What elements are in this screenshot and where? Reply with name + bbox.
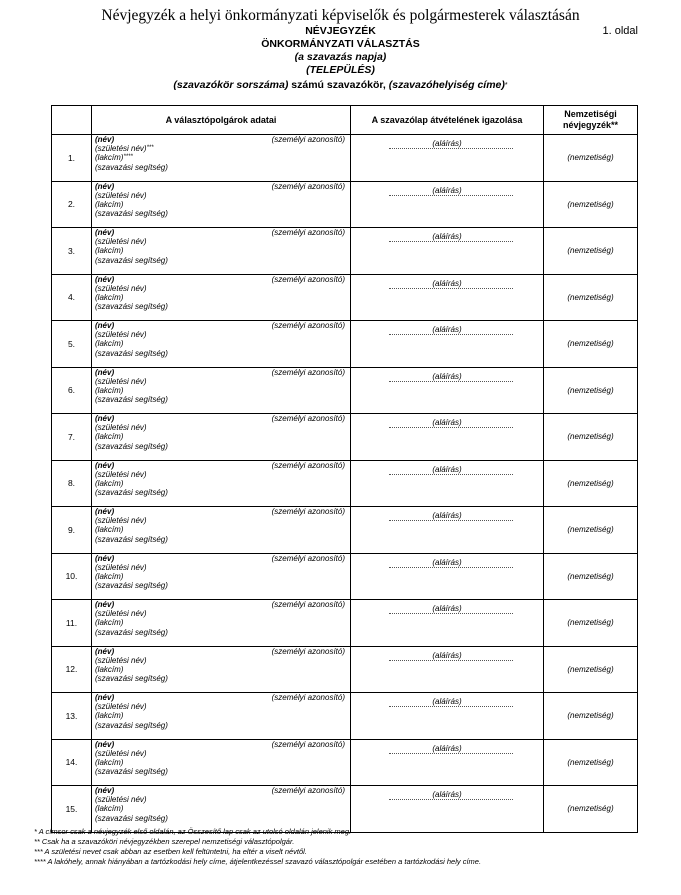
heading-nevjegyzek: NÉVJEGYZÉK: [305, 25, 376, 37]
voter-data-cell: [92, 321, 351, 368]
voter-birth-name-label: (születési név): [95, 237, 147, 247]
nationality-cell: (nemzetiség): [544, 181, 638, 228]
header-voter-data: A választópolgárok adatai: [92, 106, 351, 135]
ballot-receipt-cell: [351, 693, 544, 740]
signature-line: [389, 520, 513, 521]
footnote-1: * A címsor csak a névjegyzék első oldalán, az Összesítő lap csak az utolsó oldalán jelenik meg.: [34, 827, 352, 836]
ballot-receipt-cell: [351, 646, 544, 693]
ballot-receipt-cell: [351, 553, 544, 600]
voter-data-cell: [92, 135, 351, 182]
signature-line: [389, 706, 513, 707]
ballot-receipt-cell: [351, 600, 544, 647]
signature-line: [389, 567, 513, 568]
voter-assistance: (szavazási segítség): [95, 209, 168, 219]
voter-assistance: (szavazási segítség): [95, 581, 168, 591]
row-number: 8.: [52, 460, 92, 507]
voter-assistance: (szavazási segítség): [95, 488, 168, 498]
voter-data-cell: [92, 460, 351, 507]
signature-label: (aláírás): [432, 464, 462, 474]
signature-line: [389, 334, 513, 335]
nationality-cell: (nemzetiség): [544, 274, 638, 321]
voter-birth-name-label: (születési név): [95, 702, 147, 712]
voter-assistance: (szavazási segítség): [95, 162, 168, 172]
district-text: számú szavazókör,: [288, 79, 389, 91]
voter-address: [95, 339, 350, 348]
document-title: Névjegyzék a helyi önkormányzati képviselők és polgármesterek választásán: [101, 7, 580, 24]
voter-register-table: [51, 105, 638, 833]
voter-birth-name: [95, 191, 350, 200]
voter-birth-name: [95, 609, 350, 618]
signature-line: [389, 241, 513, 242]
ballot-receipt-cell: [351, 367, 544, 414]
footnote-mark: ****: [123, 154, 133, 161]
district-number: (szavazókör sorszáma): [173, 79, 289, 91]
ballot-receipt-cell: [351, 135, 544, 182]
voter-birth-name: [95, 144, 350, 153]
nationality-cell: (nemzetiség): [544, 414, 638, 461]
ballot-receipt-cell: [351, 786, 544, 833]
header-footnote-mark: *: [504, 82, 508, 89]
table-row: [52, 228, 638, 275]
table-row: [52, 321, 638, 368]
table-row: [52, 135, 638, 182]
table-row: [52, 367, 638, 414]
voter-address: [95, 711, 350, 720]
signature-label: (aláírás): [432, 650, 462, 660]
voter-address-label: (lakcím): [95, 525, 124, 535]
voter-name: (név): [95, 693, 115, 702]
row-number: 3.: [52, 228, 92, 275]
signature-line: [389, 753, 513, 754]
voter-name: (név): [95, 181, 115, 191]
header-nationality-line2: névjegyzék**: [562, 120, 619, 130]
voter-address-label: (lakcím): [95, 385, 124, 395]
voter-address: [95, 293, 350, 302]
voter-data-cell: [92, 181, 351, 228]
table-row: [52, 507, 638, 554]
voter-address: [95, 758, 350, 767]
voter-name: (név): [95, 367, 115, 377]
voter-birth-name: [95, 795, 350, 804]
table-row: [52, 553, 638, 600]
signature-label: (aláírás): [432, 418, 462, 427]
voter-birth-name: [95, 470, 350, 479]
voter-birth-name-label: (születési név): [95, 655, 147, 665]
ballot-receipt-cell: [351, 414, 544, 461]
voter-personal-id: (személyi azonosító): [271, 228, 345, 237]
voter-birth-name-label: (születési név): [95, 562, 147, 572]
row-number: 7.: [52, 414, 92, 461]
row-number: 5.: [52, 321, 92, 368]
row-number: 9.: [52, 507, 92, 554]
voter-assistance: (szavazási segítség): [95, 255, 168, 265]
voter-name: (név): [95, 228, 115, 237]
signature-line: [389, 148, 513, 149]
footnote-4: **** A lakóhely, annak hiányában a tartózkodási hely címe, átjelentkezéssel szavazó választópolgár esetében a tartózkodási hely címe.: [34, 857, 482, 866]
voter-birth-name: [95, 423, 350, 432]
nationality-cell: (nemzetiség): [544, 600, 638, 647]
voter-personal-id: (személyi azonosító): [271, 135, 345, 144]
voter-address: [95, 804, 350, 813]
voter-assistance: (szavazási segítség): [95, 720, 168, 730]
voter-personal-id: (személyi azonosító): [271, 321, 345, 330]
signature-label: (aláírás): [432, 790, 462, 799]
ballot-receipt-cell: [351, 739, 544, 786]
heading-district-line: [0, 79, 681, 92]
voter-birth-name: [95, 284, 350, 293]
signature-label: (aláírás): [432, 185, 462, 195]
voter-data-cell: [92, 367, 351, 414]
voter-address: [95, 432, 350, 441]
voter-birth-name: [95, 330, 350, 339]
voter-data-cell: [92, 553, 351, 600]
ballot-receipt-cell: [351, 321, 544, 368]
voter-birth-name-label: (születési név): [95, 469, 147, 479]
voter-birth-name-label: (születési név): [95, 609, 147, 619]
nationality-cell: (nemzetiség): [544, 507, 638, 554]
voter-birth-name-label: (születési név): [95, 144, 147, 154]
signature-label: (aláírás): [432, 139, 462, 148]
voter-address-label: (lakcím): [95, 292, 124, 302]
voter-birth-name-label: (születési név): [95, 423, 147, 433]
voter-address: [95, 572, 350, 581]
voter-address: [95, 200, 350, 209]
footnote-mark: ***: [146, 145, 154, 152]
voter-name: (név): [95, 786, 115, 795]
voter-name: (név): [95, 600, 115, 609]
voter-data-cell: [92, 274, 351, 321]
table-row: [52, 274, 638, 321]
voter-address: [95, 479, 350, 488]
heading-election-type: ÖNKORMÁNYZATI VÁLASZTÁS: [261, 38, 420, 50]
signature-line: [389, 613, 513, 614]
voter-birth-name: [95, 656, 350, 665]
signature-line: [389, 474, 513, 475]
footnote-3: *** A születési nevet csak abban az esetben kell feltüntetni, ha eltér a viselt névtől.: [34, 847, 307, 856]
ballot-receipt-cell: [351, 228, 544, 275]
voter-address-label: (lakcím): [95, 618, 124, 628]
voter-personal-id: (személyi azonosító): [271, 274, 345, 284]
voter-birth-name-label: (születési név): [95, 748, 147, 758]
table-row: [52, 739, 638, 786]
nationality-cell: (nemzetiség): [544, 135, 638, 182]
signature-label: (aláírás): [432, 325, 462, 334]
row-number: 14.: [52, 739, 92, 786]
signature-label: (aláírás): [432, 557, 462, 567]
voter-birth-name-label: (születési név): [95, 795, 147, 805]
heading-election-date: (a szavazás napja): [294, 51, 387, 63]
row-number: 10.: [52, 553, 92, 600]
row-number: 6.: [52, 367, 92, 414]
row-number: 4.: [52, 274, 92, 321]
voter-birth-name-label: (születési név): [95, 330, 147, 340]
table-row: [52, 600, 638, 647]
header-nationality-line1: Nemzetiségi: [564, 109, 617, 119]
voter-address-label: (lakcím): [95, 432, 124, 442]
voter-data-cell: [92, 739, 351, 786]
ballot-receipt-cell: [351, 507, 544, 554]
voter-address-label: (lakcím): [95, 711, 124, 721]
voter-data-cell: [92, 600, 351, 647]
voter-name: (név): [95, 646, 115, 656]
signature-label: (aláírás): [432, 743, 462, 753]
voter-assistance: (szavazási segítség): [95, 813, 168, 823]
voter-address-label: (lakcím): [95, 246, 124, 256]
nationality-cell: (nemzetiség): [544, 367, 638, 414]
voter-address: [95, 386, 350, 395]
voter-address-label: (lakcím): [95, 571, 124, 581]
nationality-cell: (nemzetiség): [544, 693, 638, 740]
signature-line: [389, 381, 513, 382]
nationality-cell: (nemzetiség): [544, 646, 638, 693]
signature-label: (aláírás): [432, 232, 462, 241]
table-row: [52, 646, 638, 693]
nationality-cell: (nemzetiség): [544, 321, 638, 368]
voter-data-cell: [92, 414, 351, 461]
voter-address: [95, 525, 350, 534]
voter-birth-name: [95, 237, 350, 246]
voter-personal-id: (személyi azonosító): [271, 693, 345, 702]
footnotes: [34, 827, 654, 867]
signature-label: (aláírás): [432, 697, 462, 706]
voter-birth-name-label: (születési név): [95, 190, 147, 200]
voter-address-label: (lakcím): [95, 153, 124, 163]
voter-address-label: (lakcím): [95, 478, 124, 488]
header-nationality: [544, 106, 638, 135]
voter-birth-name: [95, 749, 350, 758]
voter-data-cell: [92, 646, 351, 693]
table-row: [52, 181, 638, 228]
heading-settlement-line: [0, 64, 681, 77]
nationality-cell: (nemzetiség): [544, 460, 638, 507]
voter-personal-id: (személyi azonosító): [271, 507, 345, 516]
nationality-cell: (nemzetiség): [544, 553, 638, 600]
voter-name: (név): [95, 553, 115, 563]
voter-address-label: (lakcím): [95, 199, 124, 209]
voter-data-cell: [92, 786, 351, 833]
voter-data-cell: [92, 507, 351, 554]
footnote-2: ** Csak ha a szavazóköri névjegyzékben szerepel nemzetiségi választópolgár.: [34, 837, 295, 846]
table-row: [52, 693, 638, 740]
voter-birth-name: [95, 377, 350, 386]
row-number: 12.: [52, 646, 92, 693]
voter-address-label: (lakcím): [95, 339, 124, 349]
voter-address: [95, 246, 350, 255]
signature-label: (aláírás): [432, 278, 462, 288]
signature-line: [389, 799, 513, 800]
voter-data-cell: [92, 228, 351, 275]
voter-personal-id: (személyi azonosító): [271, 460, 345, 470]
voter-personal-id: (személyi azonosító): [271, 739, 345, 749]
voter-personal-id: (személyi azonosító): [271, 646, 345, 656]
voter-personal-id: (személyi azonosító): [271, 786, 345, 795]
voter-name: (név): [95, 507, 115, 516]
voter-address: [95, 665, 350, 674]
nationality-cell: (nemzetiség): [544, 739, 638, 786]
table-row: [52, 414, 638, 461]
voter-assistance: (szavazási segítség): [95, 441, 168, 451]
voter-personal-id: (személyi azonosító): [271, 600, 345, 609]
table-row: [52, 786, 638, 833]
voter-birth-name: [95, 702, 350, 711]
signature-label: (aláírás): [432, 511, 462, 520]
nationality-cell: (nemzetiség): [544, 786, 638, 833]
voter-assistance: (szavazási segítség): [95, 767, 168, 777]
row-number: 11.: [52, 600, 92, 647]
voter-address: [95, 618, 350, 627]
row-number: 13.: [52, 693, 92, 740]
voter-name: (név): [95, 321, 115, 330]
row-number: 2.: [52, 181, 92, 228]
table-row: [52, 460, 638, 507]
voter-birth-name: [95, 563, 350, 572]
voter-assistance: (szavazási segítség): [95, 395, 168, 405]
signature-line: [389, 427, 513, 428]
voter-address-label: (lakcím): [95, 757, 124, 767]
voter-assistance: (szavazási segítség): [95, 674, 168, 684]
voter-name: (név): [95, 274, 115, 284]
signature-label: (aláírás): [432, 604, 462, 613]
voter-personal-id: (személyi azonosító): [271, 181, 345, 191]
voter-birth-name-label: (születési név): [95, 516, 147, 526]
signature-line: [389, 660, 513, 661]
row-number: 15.: [52, 786, 92, 833]
ballot-receipt-cell: [351, 460, 544, 507]
voter-assistance: (szavazási segítség): [95, 627, 168, 637]
voter-birth-name-label: (születési név): [95, 376, 147, 386]
voter-address-label: (lakcím): [95, 664, 124, 674]
voter-personal-id: (személyi azonosító): [271, 414, 345, 423]
voter-name: (név): [95, 739, 115, 749]
voter-personal-id: (személyi azonosító): [271, 367, 345, 377]
voter-address: [95, 153, 350, 162]
ballot-receipt-cell: [351, 181, 544, 228]
voter-assistance: (szavazási segítség): [95, 302, 168, 312]
voter-name: (név): [95, 460, 115, 470]
signature-label: (aláírás): [432, 371, 462, 381]
heading-settlement: (TELEPÜLÉS): [306, 64, 375, 76]
nationality-cell: (nemzetiség): [544, 228, 638, 275]
ballot-receipt-cell: [351, 274, 544, 321]
signature-line: [389, 288, 513, 289]
voter-name: (név): [95, 414, 115, 423]
voter-personal-id: (személyi azonosító): [271, 553, 345, 563]
signature-line: [389, 195, 513, 196]
voter-assistance: (szavazási segítség): [95, 534, 168, 544]
voter-assistance: (szavazási segítség): [95, 348, 168, 358]
table-body: [52, 135, 638, 833]
voter-birth-name: [95, 516, 350, 525]
row-number: 1.: [52, 135, 92, 182]
polling-station-address: (szavazóhelyiség címe): [388, 79, 505, 91]
voter-name: (név): [95, 135, 115, 144]
voter-data-cell: [92, 693, 351, 740]
header-ballot-receipt: A szavazólap átvételének igazolása: [351, 106, 544, 135]
table-header-row: [52, 106, 638, 135]
page-number: 1. oldal: [602, 25, 638, 37]
voter-address-label: (lakcím): [95, 804, 124, 814]
header-number: [52, 106, 92, 135]
heading-date-line: [0, 51, 681, 64]
voter-birth-name-label: (születési név): [95, 283, 147, 293]
